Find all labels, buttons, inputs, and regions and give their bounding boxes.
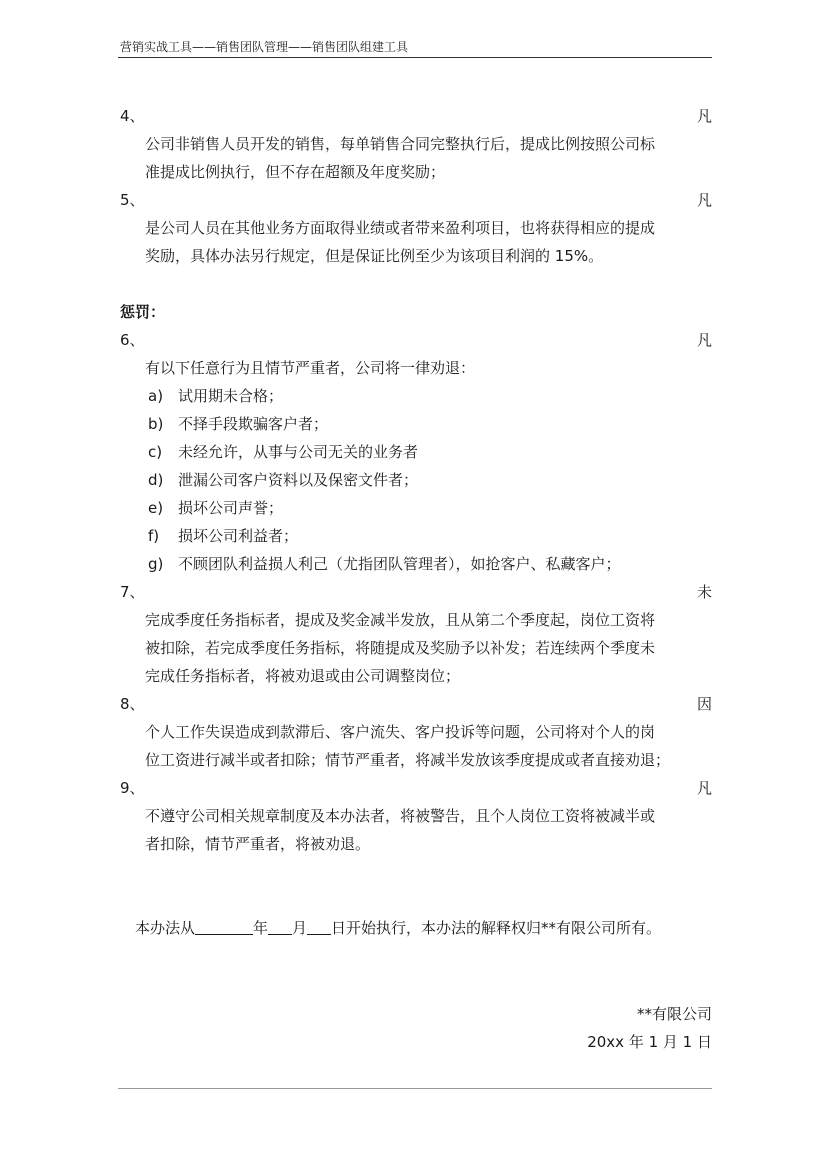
item-7-line-1: 完成季度任务指标者，提成及奖金减半发放，且从第二个季度起，岗位工资将 [145,611,656,629]
item-9-number: 9、 [120,779,145,797]
item-4-line-1: 公司非销售人员开发的销售，每单销售合同完整执行后，提成比例按照公司标 [145,135,656,153]
item-9-line-1: 不遵守公司相关规章制度及本办法者，将被警告，且个人岗位工资将被减半或 [145,807,656,825]
sub-item-letter: f) [148,527,160,545]
closing-month: 月 [292,919,308,937]
month-blank [268,918,292,935]
item-8-number: 8、 [120,695,145,713]
item-5-line-1: 是公司人员在其他业务方面取得业绩或者带来盈利项目，也将获得相应的提成 [145,219,656,237]
sub-item-letter: d) [148,471,164,489]
item-5-number: 5、 [120,191,145,209]
sub-item-text: 不择手段欺骗客户者； [178,415,329,433]
item-4-first-char: 凡 [696,107,712,125]
day-blank [307,918,331,935]
item-8-line-2: 位工资进行减半或者扣除；情节严重者，将减半发放该季度提成或者直接劝退； [145,751,671,769]
footer-divider [118,1088,712,1089]
sub-item-text: 未经允许，从事与公司无关的业务者 [178,443,419,461]
item-4-number: 4、 [120,107,145,125]
sub-item-text: 损坏公司声誉； [178,499,284,517]
sub-item-letter: c) [148,443,163,461]
year-blank [195,918,253,935]
sub-item-letter: b) [148,415,164,433]
item-9-line-2: 者扣除，情节严重者，将被劝退。 [145,835,371,853]
item-5-first-char: 凡 [696,191,712,209]
item-7-first-char: 未 [696,583,712,601]
header-title: 营销实战工具——销售团队管理——销售团队组建工具 [120,40,409,54]
sub-item-letter: a) [148,387,164,405]
item-9-first-char: 凡 [696,779,712,797]
sub-item-text: 不顾团队利益损人利己（尤指团队管理者），如抢客户、私藏客户； [178,555,621,573]
signature-company: **有限公司 [636,1005,712,1023]
item-8-first-char: 因 [696,695,712,713]
header-divider [118,57,712,58]
item-6-first-char: 凡 [696,331,712,349]
closing-part-2: 日开始执行，本办法的解释权归**有限公司所有。 [331,919,662,937]
closing-statement [135,918,661,938]
item-4-line-2: 准提成比例执行，但不存在超额及年度奖励； [145,163,446,181]
closing-year: 年 [253,919,269,937]
closing-part-1: 本办法从 [135,919,196,937]
signature-date: 20xx 年 1 月 1 日 [587,1033,712,1051]
item-7-number: 7、 [120,583,145,601]
penalty-heading: 惩罚： [120,303,166,321]
item-5-line-2: 奖励，具体办法另行规定，但是保证比例至少为该项目利润的 15%。 [145,247,604,265]
item-8-line-1: 个人工作失误造成到款滞后、客户流失、客户投诉等问题，公司将对个人的岗 [145,723,656,741]
item-6-number: 6、 [120,331,145,349]
sub-item-text: 试用期未合格； [178,387,284,405]
sub-item-letter: g) [148,555,164,573]
item-6-intro: 有以下任意行为且情节严重者，公司将一律劝退： [145,359,476,377]
item-7-line-2: 被扣除，若完成季度任务指标，将随提成及奖励予以补发；若连续两个季度未 [145,639,656,657]
sub-item-letter: e) [148,499,164,517]
item-7-line-3: 完成任务指标者，将被劝退或由公司调整岗位； [145,667,461,685]
sub-item-text: 损坏公司利益者； [178,527,299,545]
sub-item-text: 泄漏公司客户资料以及保密文件者； [178,471,419,489]
